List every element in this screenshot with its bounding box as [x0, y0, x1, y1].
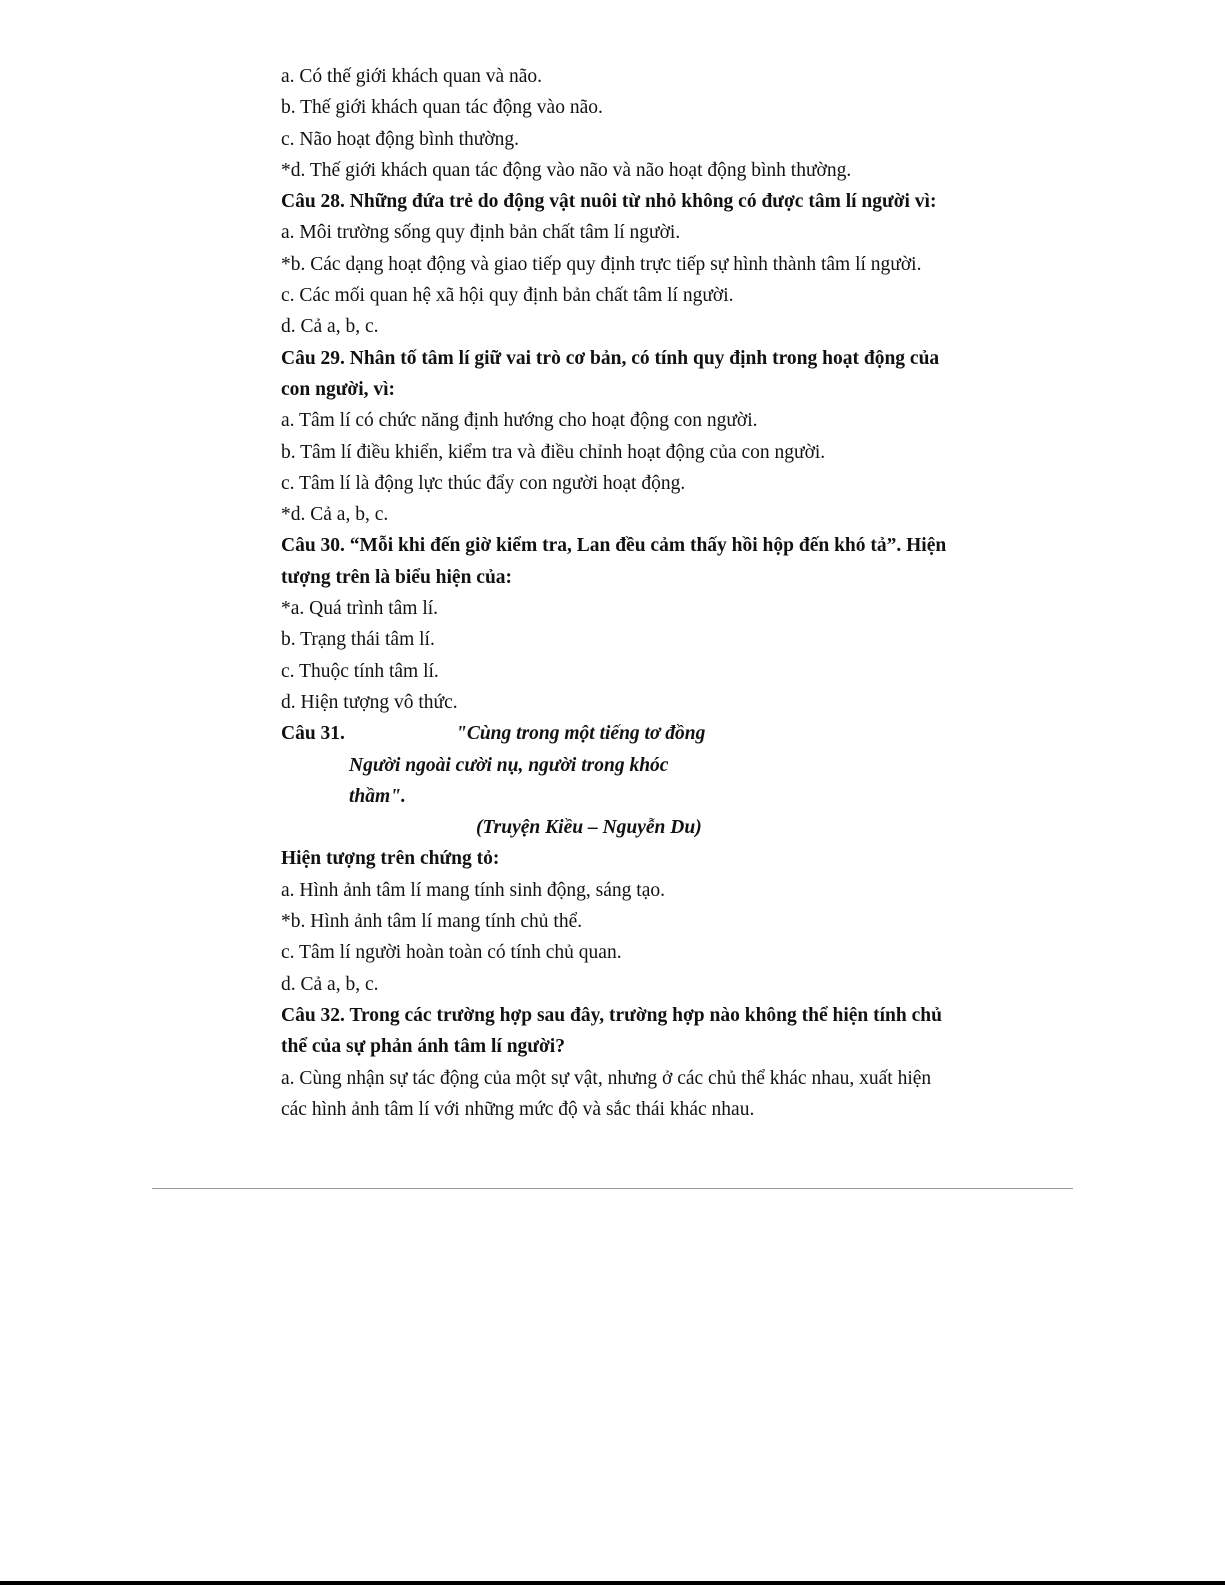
q31-verse-line3: thầm".	[349, 785, 406, 807]
q31-verse-line2: Người ngoài cười nụ, người trong khóc	[349, 754, 669, 776]
q30-option-d: d. Hiện tượng vô thức.	[281, 691, 458, 713]
q28-option-b: *b. Các dạng hoạt động và giao tiếp quy định trực tiếp sự hình thành tâm lí người.	[281, 253, 922, 275]
q31-first-row	[281, 718, 1011, 749]
q31-label: Câu 31.	[281, 723, 345, 745]
q32-title-line1: Câu 32. Trong các trường hợp sau đây, trường hợp nào không thể hiện tính chủ	[281, 1004, 942, 1026]
q27-option-d: *d. Thế giới khách quan tác động vào não và não hoạt động bình thường.	[281, 159, 852, 181]
q27-option-c: c. Não hoạt động bình thường.	[281, 128, 520, 150]
q30-title-line2: tượng trên là biểu hiện của:	[281, 566, 513, 588]
q28-option-d: d. Cả a, b, c.	[281, 316, 379, 338]
q30-option-b: b. Trạng thái tâm lí.	[281, 629, 435, 651]
q30-option-c: c. Thuộc tính tâm lí.	[281, 660, 439, 682]
q31-option-d: d. Cả a, b, c.	[281, 973, 379, 995]
q31-verse-row2	[281, 750, 1011, 781]
q31-source-row	[281, 812, 1011, 843]
q32-title-line2: thể của sự phản ánh tâm lí người?	[281, 1036, 565, 1058]
q29-option-c: c. Tâm lí là động lực thúc đẩy con người hoạt động.	[281, 472, 686, 494]
q32-option-a-line2: các hình ảnh tâm lí với những mức độ và sắc thái khác nhau.	[281, 1098, 755, 1120]
q30-option-a: *a. Quá trình tâm lí.	[281, 598, 439, 620]
q29-title-line2: con người, vì:	[281, 378, 396, 400]
q31-prompt: Hiện tượng trên chứng tỏ:	[281, 848, 500, 870]
q32-option-a-line1: a. Cùng nhận sự tác động của một sự vật, nhưng ở các chủ thể khác nhau, xuất hiện	[281, 1067, 932, 1089]
q31-poem-source: (Truyện Kiều – Nguyễn Du)	[476, 817, 702, 839]
q27-option-a: a. Có thế giới khách quan và não.	[281, 66, 543, 87]
q29-title-line1: Câu 29. Nhân tố tâm lí giữ vai trò cơ bản, có tính quy định trong hoạt động của	[281, 347, 940, 369]
q31-option-a: a. Hình ảnh tâm lí mang tính sinh động, sáng tạo.	[281, 879, 665, 901]
q28-option-c: c. Các mối quan hệ xã hội quy định bản chất tâm lí người.	[281, 285, 734, 307]
page-bottom-edge	[0, 1581, 1225, 1585]
q29-option-b: b. Tâm lí điều khiển, kiểm tra và điều chỉnh hoạt động của con người.	[281, 441, 826, 463]
q28-option-a: a. Môi trường sống quy định bản chất tâm lí người.	[281, 222, 681, 244]
page-divider	[152, 1188, 1073, 1189]
q29-option-a: a. Tâm lí có chức năng định hướng cho hoạt động con người.	[281, 410, 758, 432]
q31-verse-line1: "Cùng trong một tiếng tơ đồng	[456, 723, 706, 745]
document-body	[281, 61, 1011, 1125]
q27-option-b: b. Thế giới khách quan tác động vào não.	[281, 97, 603, 119]
q29-option-d: *d. Cả a, b, c.	[281, 504, 389, 526]
q31-verse-row3	[281, 781, 1011, 812]
q31-option-c: c. Tâm lí người hoàn toàn có tính chủ quan.	[281, 942, 622, 964]
q30-title-line1: Câu 30. “Mỗi khi đến giờ kiểm tra, Lan đều cảm thấy hồi hộp đến khó tả”. Hiện	[281, 535, 947, 557]
q31-option-b: *b. Hình ảnh tâm lí mang tính chủ thể.	[281, 911, 583, 933]
q28-title: Câu 28. Những đứa trẻ do động vật nuôi từ nhỏ không có được tâm lí người vì:	[281, 191, 937, 213]
